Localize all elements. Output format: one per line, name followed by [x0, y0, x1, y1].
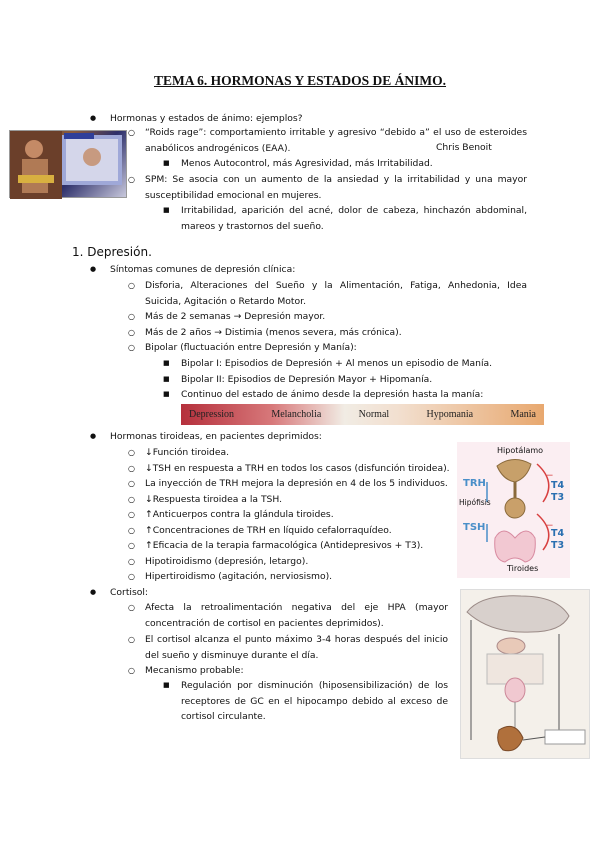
dos-semanas: ○ Más de 2 semanas → Depresión mayor. — [145, 309, 325, 325]
mood-scale-bar — [181, 404, 544, 425]
spm-sub — [181, 203, 527, 234]
roids-name: Chris Benoit — [436, 142, 492, 153]
chris-benoit-photo — [9, 130, 127, 198]
bipolar-1: ■ Bipolar I: Episodios de Depresión + Al menos un episodio de Manía. — [181, 356, 492, 372]
tiroideas-item: ○ ↓Función tiroidea. — [145, 445, 229, 461]
cortisol-item-1 — [145, 600, 448, 631]
scale-hypomania: Hypomania — [426, 409, 474, 420]
cortisol-item-2-text: El cortisol alcanza el punto máximo 3-4 horas después del inicio del sueño y disminuye durante el día. — [145, 634, 448, 661]
hpa-axis-figure — [460, 589, 590, 759]
diagram-t4-top: T4 — [551, 480, 565, 491]
scale-mania: Mania — [510, 409, 536, 420]
tiroideas-item: ○ ↑Concentraciones de TRH en líquido cefalorraquídeo. — [145, 523, 392, 539]
cortisol-item-2 — [145, 632, 448, 663]
cortisol-item-1-text: Afecta la retroalimentación negativa del eje HPA (mayor concentración de cortisol en pacientes deprimidos). — [145, 602, 448, 629]
diagram-hipotalamo: Hipotálamo — [497, 446, 544, 455]
diagram-hipofisis: Hipófisis — [459, 498, 491, 507]
cortisol-sub-text: Regulación por disminución (hiposensibilización) de los receptores de GC en el hipocampo debido al exceso de cortisol circulante. — [181, 680, 448, 722]
photo-illustration — [10, 131, 128, 199]
diagram-tiroides: Tiroides — [507, 564, 539, 573]
tiroideas-item: ○ ↑Anticuerpos contra la glándula tiroides. — [145, 507, 334, 523]
sintomas-list — [145, 278, 527, 309]
page-title: TEMA 6. HORMONAS Y ESTADOS DE ÁNIMO. — [153, 73, 447, 88]
bipolar-2: ■ Bipolar II: Episodios de Depresión Mayor + Hipomanía. — [181, 372, 432, 388]
roids-text: “Roids rage”: comportamiento irritable y agresivo “debido a” el uso de esteroides anabólicos androgénicos (EAA). — [145, 127, 527, 154]
thyroid-diagram-art — [457, 442, 570, 578]
tiroideas-item: ○ Hipertiroidismo (agitación, nerviosismo). — [145, 569, 332, 585]
tiroideas-item: ○ La inyección de TRH mejora la depresión en 4 de los 5 individuos. — [145, 476, 448, 492]
sintomas-list-text: Disforia, Alteraciones del Sueño y la Alimentación, Fatiga, Anhedonia, Idea Suicida, Agitación o Retardo Motor. — [145, 280, 527, 307]
thyroid-axis-diagram — [457, 442, 570, 578]
scale-normal: Normal — [358, 409, 390, 420]
diagram-t4-bottom: T4 — [551, 528, 565, 539]
diagram-tsh: TSH — [463, 522, 486, 533]
sintomas-bullet: ● Síntomas comunes de depresión clínica: — [110, 262, 295, 278]
cortisol-sub — [181, 678, 448, 725]
bipolar: ○ Bipolar (fluctuación entre Depresión y Manía): — [145, 340, 357, 356]
tiroideas-item: ○ ↓Respuesta tiroidea a la TSH. — [145, 492, 282, 508]
diagram-t3-top: T3 — [551, 492, 565, 503]
scale-melancholia: Melancholia — [271, 409, 322, 420]
tiroideas-item: ○ Hipotiroidismo (depresión, letargo). — [145, 554, 308, 570]
continuo: ■ Continuo del estado de ánimo desde la depresión hasta la manía: — [181, 387, 483, 403]
diagram-trh: TRH — [463, 478, 486, 489]
spm-text: SPM: Se asocia con un aumento de la ansiedad y la irritabilidad y una mayor susceptibilidad emocional en mujeres. — [145, 174, 527, 201]
scale-depression: Depression — [189, 409, 234, 420]
spm-item — [145, 172, 527, 203]
diagram-t3-bottom: T3 — [551, 540, 565, 551]
svg-text:−: − — [546, 521, 554, 531]
dos-anos: ○ Más de 2 años → Distimia (menos severa, más crónica). — [145, 325, 402, 341]
spm-sub-text: Irritabilidad, aparición del acné, dolor de cabeza, hinchazón abdominal, mareos y trastornos del sueño. — [181, 205, 527, 232]
tiroideas-bullet: ● Hormonas tiroideas, en pacientes deprimidos: — [110, 429, 322, 445]
hpa-axis-art — [461, 590, 589, 758]
cortisol-bullet: ● Cortisol: — [110, 585, 148, 601]
svg-text:−: − — [546, 471, 554, 481]
tiroideas-item: ○ ↓TSH en respuesta a TRH en todos los casos (disfunción tiroidea). — [145, 461, 450, 477]
section-heading: 1. Depresión. — [72, 245, 152, 259]
roids-sub: ■ Menos Autocontrol, más Agresividad, más Irritabilidad. — [181, 156, 433, 172]
tiroideas-item: ○ ↑Eficacia de la terapia farmacológica (Antidepresivos + T3). — [145, 538, 423, 554]
cortisol-item-3: ○ Mecanismo probable: — [145, 663, 244, 679]
intro-bullet: ● Hormonas y estados de ánimo: ejemplos? — [110, 111, 303, 127]
